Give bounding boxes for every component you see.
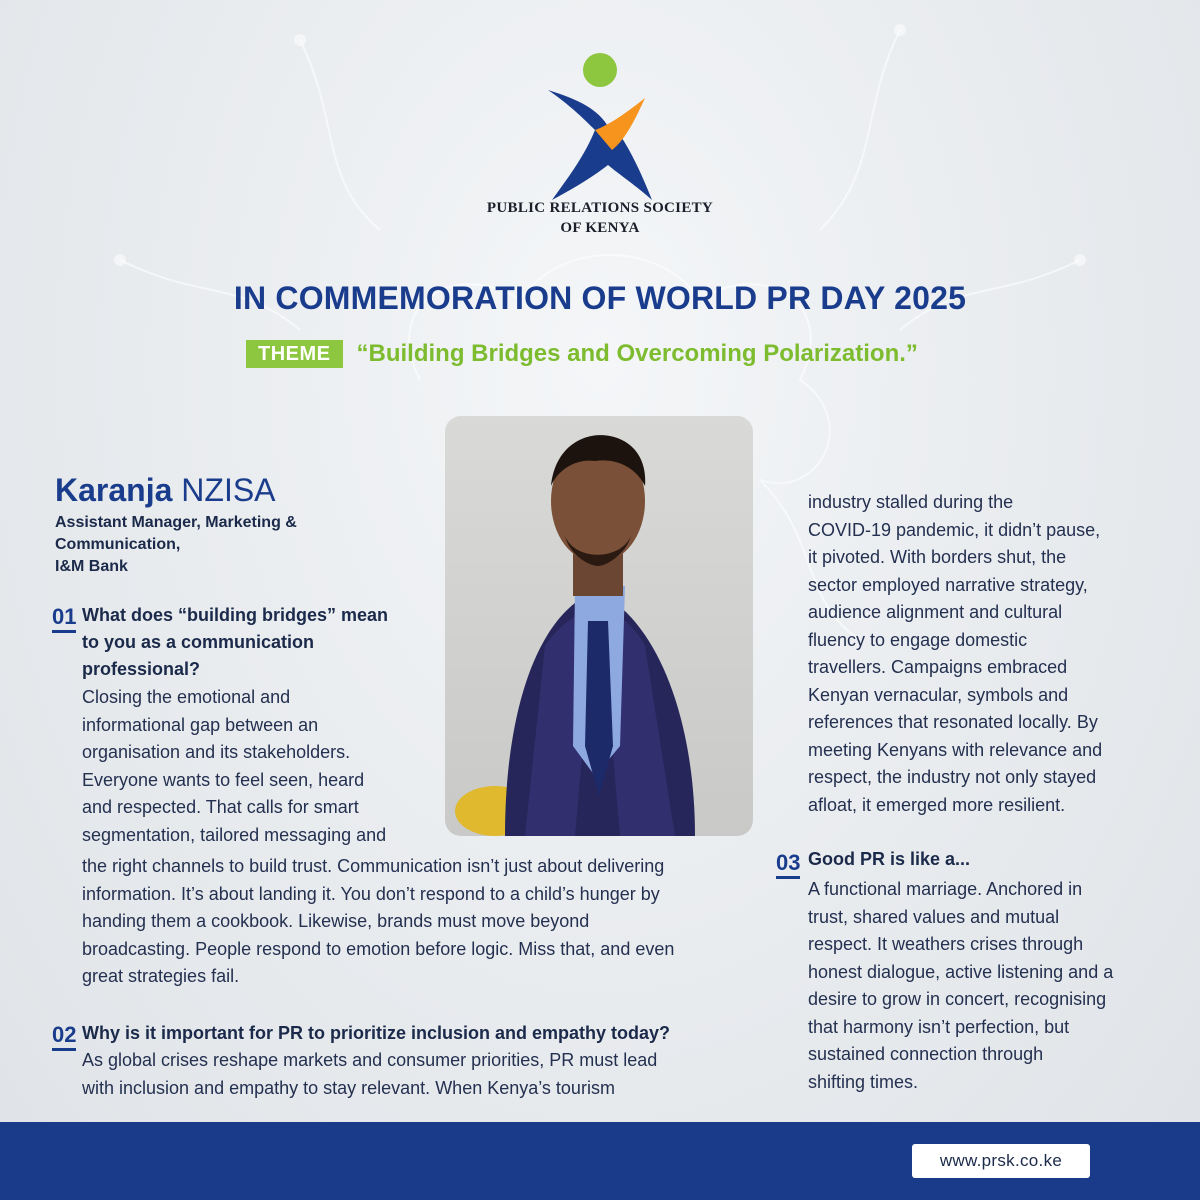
portrait-photo (445, 416, 753, 836)
prsk-logo (540, 50, 660, 210)
headline: IN COMMEMORATION OF WORLD PR DAY 2025 (233, 280, 967, 316)
theme-badge: THEME (246, 340, 343, 368)
question-01-title: What does “building bridges” mean to you as a communication professional? (82, 605, 389, 679)
logo-green-circle (583, 53, 617, 87)
person-last-name: NZISA (181, 472, 276, 508)
question-02-title: Why is it important for PR to prioritize inclusion and empathy today? (82, 1023, 671, 1043)
answer-02-part1: As global crises reshape markets and consumer priorities, PR must lead with inclusion and empathy to stay relevant. When Kenya’s tourism (82, 1050, 658, 1098)
answer-03: A functional marriage. Anchored in trust, shared values and mutual respect. It weathers crises through honest dialogue, active listening and a desire to grow in concert, recognising that harmony isn’t perfection, but sustained connection through shifting times. (808, 879, 1114, 1092)
question-03-title: Good PR is like a... (808, 849, 971, 869)
person-title: Assistant Manager, Marketing & Communication, I&M Bank (55, 514, 297, 575)
question-number-02: 02 (52, 1024, 76, 1051)
answer-01-part2: the right channels to build trust. Communication isn’t just about delivering information. It’s about landing it. You don’t respond to a child’s hunger by handing them a cookbook. Likewise, brands must move beyond broadcasting. People respond to emotion before logic. Miss that, and even great strategies fail. (82, 856, 675, 986)
website-link[interactable]: www.prsk.co.ke (912, 1144, 1090, 1178)
organization-name: PUBLIC RELATIONS SOCIETY OF KENYA (486, 200, 714, 236)
person-first-name: Karanja (55, 472, 173, 508)
theme-text: “Building Bridges and Overcoming Polarization.” (356, 340, 918, 367)
question-number-01: 01 (52, 606, 76, 633)
answer-01-part1: Closing the emotional and informational gap between an organisation and its stakeholders. Everyone wants to feel seen, heard and respected. That calls for smart segmentation, tailored messaging and (82, 687, 387, 845)
person-name (55, 472, 276, 509)
question-number-03: 03 (776, 852, 800, 879)
answer-02-continued: industry stalled during the COVID-19 pandemic, it didn’t pause, it pivoted. With borders shut, the sector employed narrative strategy, audience alignment and cultural fluency to engage domestic travellers. Campaigns embraced Kenyan vernacular, symbols and references that resonated locally. By meeting Kenyans with relevance and respect, the industry not only stayed afloat, it emerged more resilient. (808, 492, 1103, 815)
theme-row (246, 338, 918, 370)
